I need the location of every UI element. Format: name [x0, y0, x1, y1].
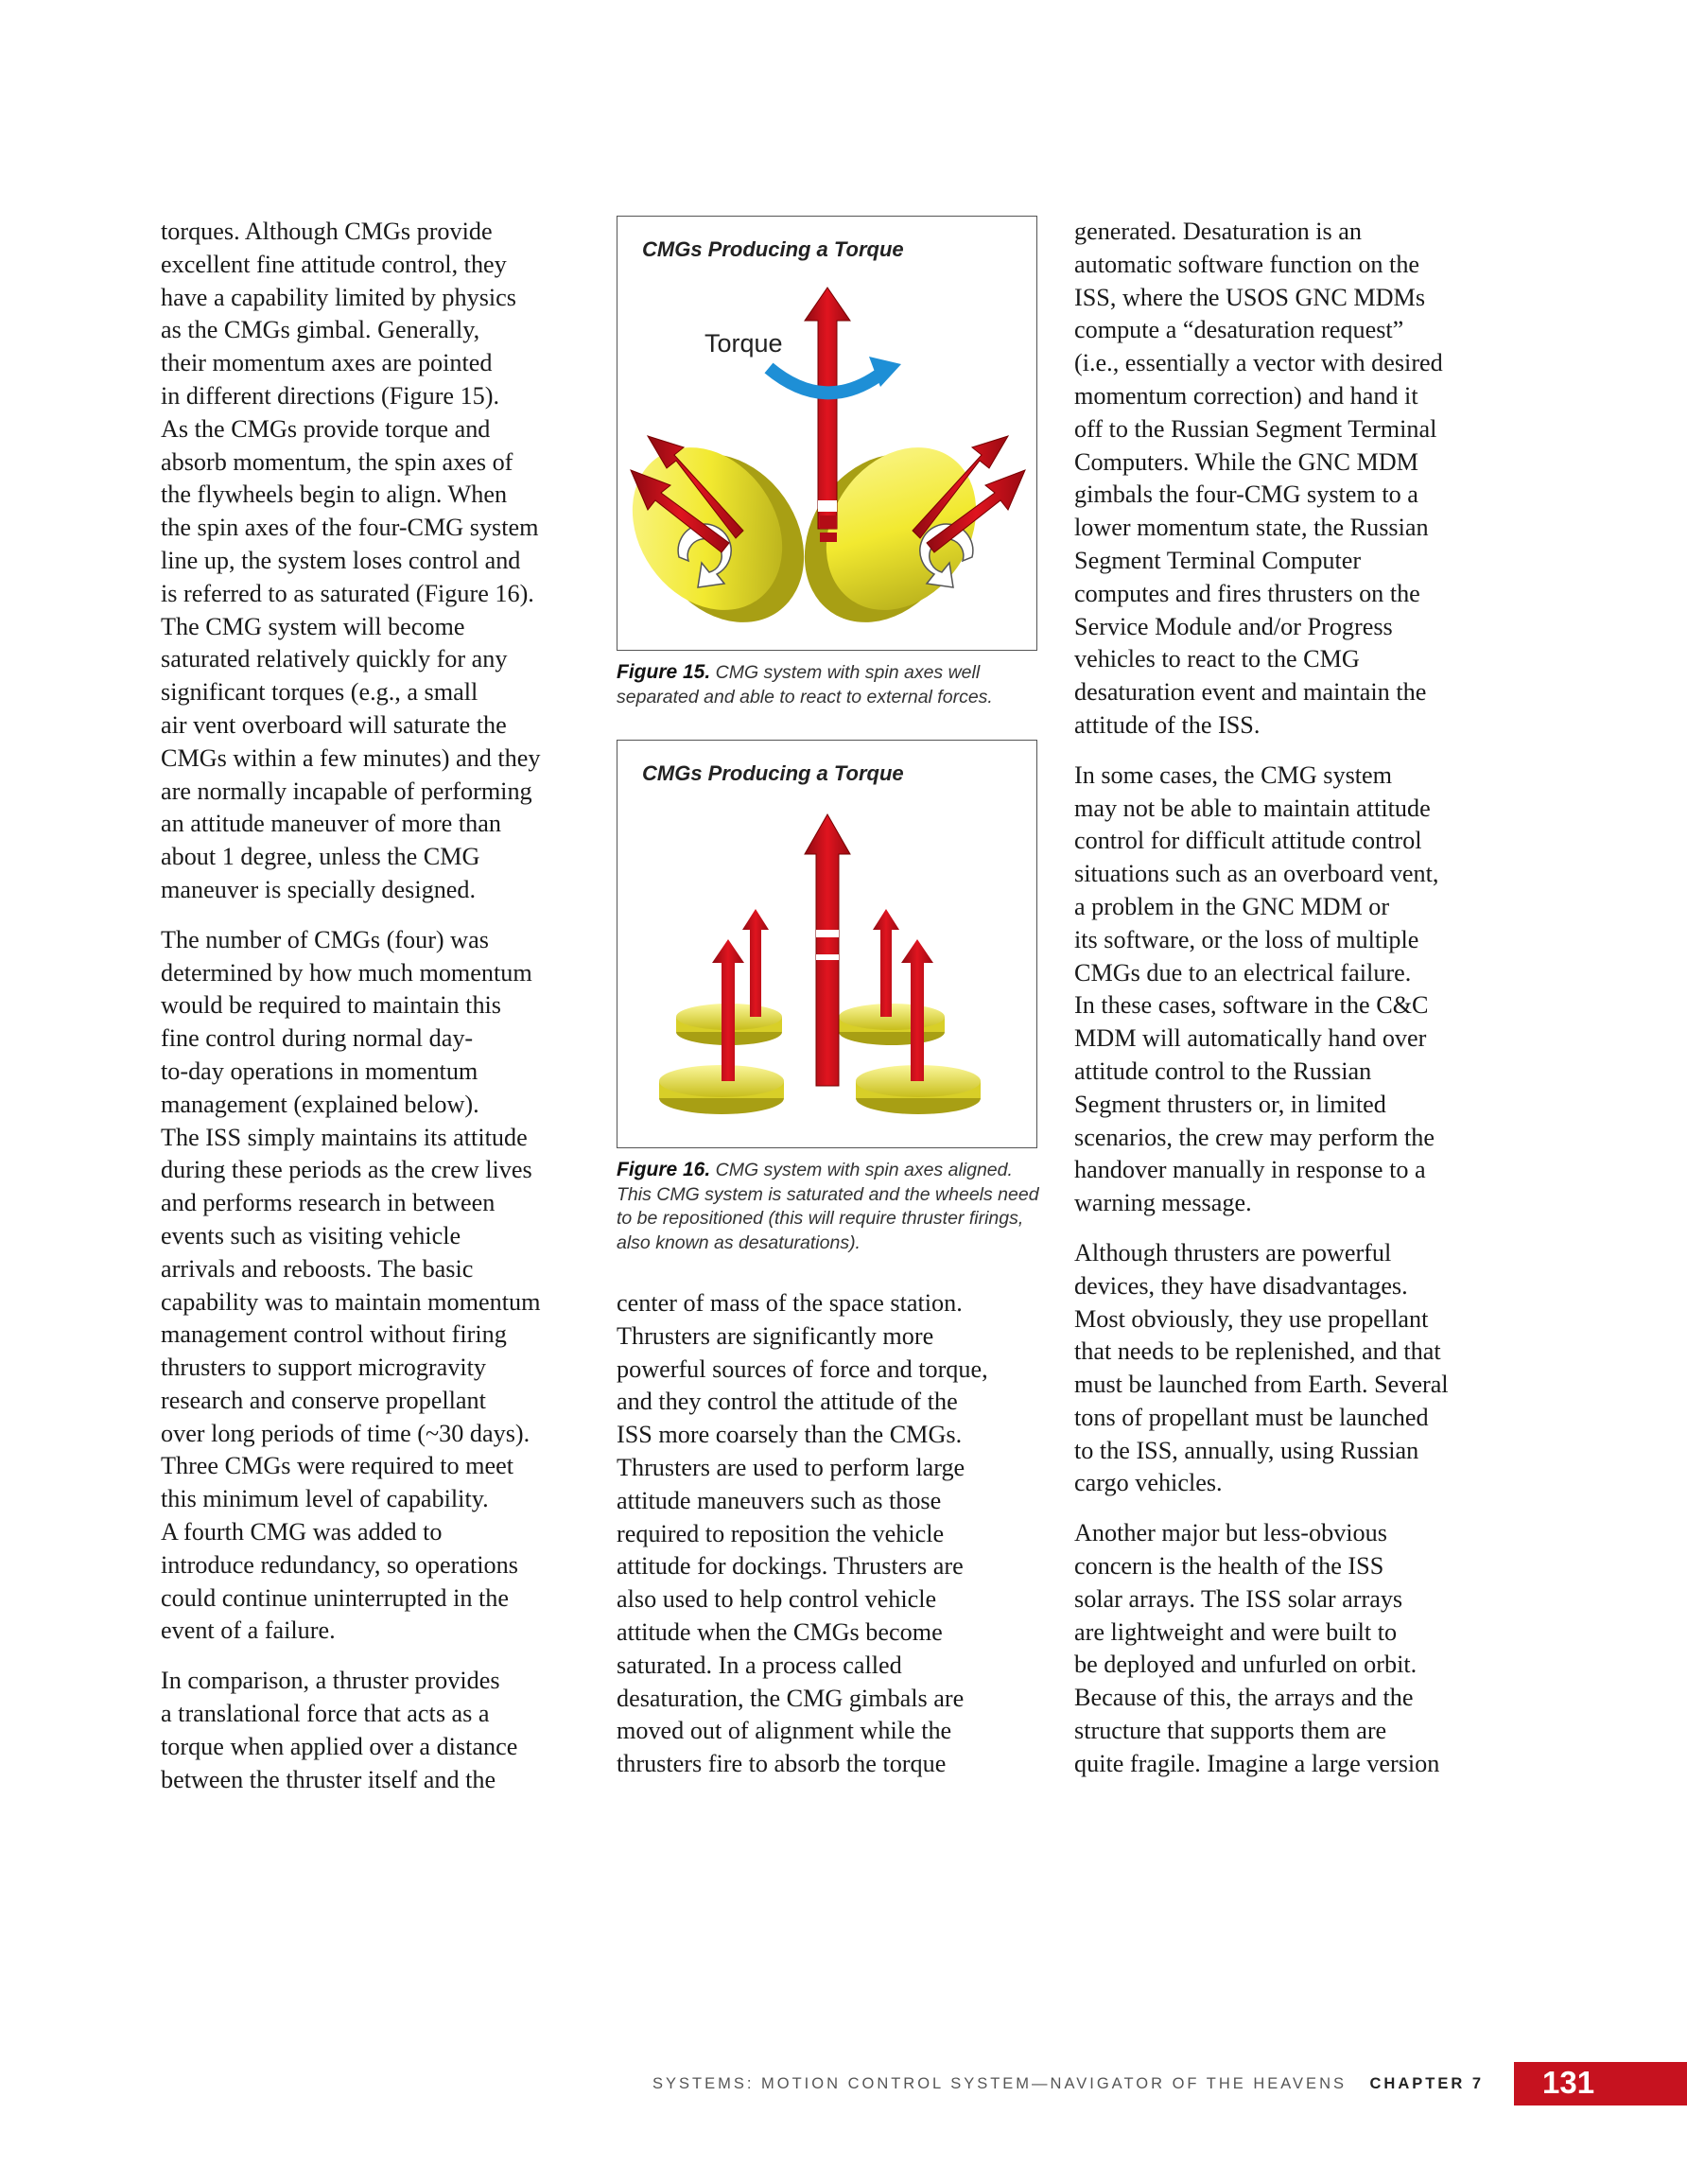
- figure-15-caption: [617, 660, 1052, 709]
- aligned-momentum-arrow: [805, 814, 850, 1086]
- figure-15-box: [617, 216, 1037, 651]
- figure-16-title: CMGs Producing a Torque: [642, 761, 904, 785]
- figure-15-label: Figure 15.: [617, 661, 711, 683]
- page-footer: [0, 2062, 1687, 2105]
- figure-15-illustration: [617, 217, 1038, 652]
- chapter-label: CHAPTER 7: [1369, 2075, 1484, 2092]
- left-column: [161, 216, 596, 1813]
- figure-16-caption: [617, 1158, 1052, 1255]
- figure-16-label: Figure 16.: [617, 1159, 711, 1180]
- right-column: [1074, 216, 1509, 1798]
- body-paragraph: torques. Although CMGs provide excellent fine attitude control, they have a capability limited by physics as the CMGs gimbal. Generally, their momentum axes are pointed in different directions (Figure 15). As the CMGs provide torque and absorb momentum, the spin axes of the flywheels begin to align. When the spin axes of the four-CMG system line up, the system loses control and is referred to as saturated (Figure 16). The CMG system will become saturated relatively quickly for any significant torques (e.g., a small air vent overboard will saturate the CMGs within a few minutes) and they are normally incapable of performing an attitude maneuver of more than about 1 degree, unless the CMG maneuver is specially designed.: [161, 218, 541, 903]
- body-paragraph: In some cases, the CMG system may not be able to maintain attitude control for difficult attitude control situations such as an overboard vent, a problem in the GNC MDM or its software, or the loss of multiple CMGs due to an electrical failure. In these cases, software in the C&C MDM will automatically hand over attitude control to the Russian Segment thrusters or, in limited scenarios, the crew may perform the handover manually in response to a warning message.: [1074, 760, 1439, 1217]
- figure-15-caption-text: CMG system with spin axes well separated and able to react to external forces.: [617, 662, 993, 708]
- body-paragraph: generated. Desaturation is an automatic software function on the ISS, where the USOS GNC MDMs compute a “desaturation request” (i.e., essentially a vector with desired momentum correction) and hand it off to the Russian Segment Terminal Computers. While the GNC MDM gimbals the four-CMG system to a lower momentum state, the Russian Segment Terminal Computer computes and fires thrusters on the Service Module and/or Progress vehicles to react to the CMG desaturation event and maintain the attitude of the ISS.: [1074, 218, 1443, 739]
- page-number: 131: [1542, 2065, 1595, 2100]
- body-paragraph: Although thrusters are powerful devices, they have disadvantages. Most obviously, they use propellant that needs to be replenished, and that must be launched from Earth. Several tons of propellant must be launched to the ISS, annually, using Russian cargo vehicles.: [1074, 1238, 1449, 1497]
- figure-16-illustration: [617, 741, 1038, 1149]
- figure-16-box: [617, 740, 1037, 1148]
- middle-column: [617, 216, 1052, 1798]
- running-head: SYSTEMS: MOTION CONTROL SYSTEM—NAVIGATOR OF THE HEAVENS: [652, 2075, 1347, 2092]
- body-paragraph: center of mass of the space station. Thrusters are significantly more powerful sources of force and torque, and they control the attitude of the ISS more coarsely than the CMGs. Thrusters are used to perform large attitude maneuvers such as those required to reposition the vehicle attitude for dockings. Thrusters are also used to help control vehicle attitude when the CMGs become saturated. In a process called desaturation, the CMG gimbals are moved out of alignment while the thrusters fire to absorb the torque: [617, 1289, 988, 1778]
- cmg-wheel-back-right: [839, 909, 945, 1045]
- page-number-badge: [1514, 2062, 1687, 2105]
- cmg-wheel-left: [617, 418, 836, 652]
- figure-16-caption-text: CMG system with spin axes aligned. This CMG system is saturated and the wheels need to be repositioned (this will require thruster firings, also known as desaturations).: [617, 1160, 1039, 1253]
- cmg-wheel-right: [773, 418, 1007, 652]
- body-paragraph: Another major but less-obvious concern is the health of the ISS solar arrays. The ISS solar arrays are lightweight and were built to be deployed and unfurled on orbit. Because of this, the arrays and the structure that supports them are quite fragile. Imagine a large version: [1074, 1519, 1440, 1777]
- body-paragraph: The number of CMGs (four) was determined by how much momentum would be required to maintain this fine control during normal day- to-day operations in momentum management (explained below). The ISS simply maintains its attitude during these periods as the crew lives and performs research in between events such as visiting vehicle arrivals and reboosts. The basic capability was to maintain momentum management control without firing thrusters to support microgravity research and conserve propellant over long periods of time (~30 days). Three CMGs were required to meet this minimum level of capability. A fourth CMG was added to introduce redundancy, so operations could continue uninterrupted in the event of a failure.: [161, 925, 541, 1645]
- body-paragraph: In comparison, a thruster provides a translational force that acts as a torque when applied over a distance between the thruster itself and the: [161, 1667, 518, 1793]
- torque-label: Torque: [704, 329, 783, 358]
- figure-15-title: CMGs Producing a Torque: [642, 237, 904, 261]
